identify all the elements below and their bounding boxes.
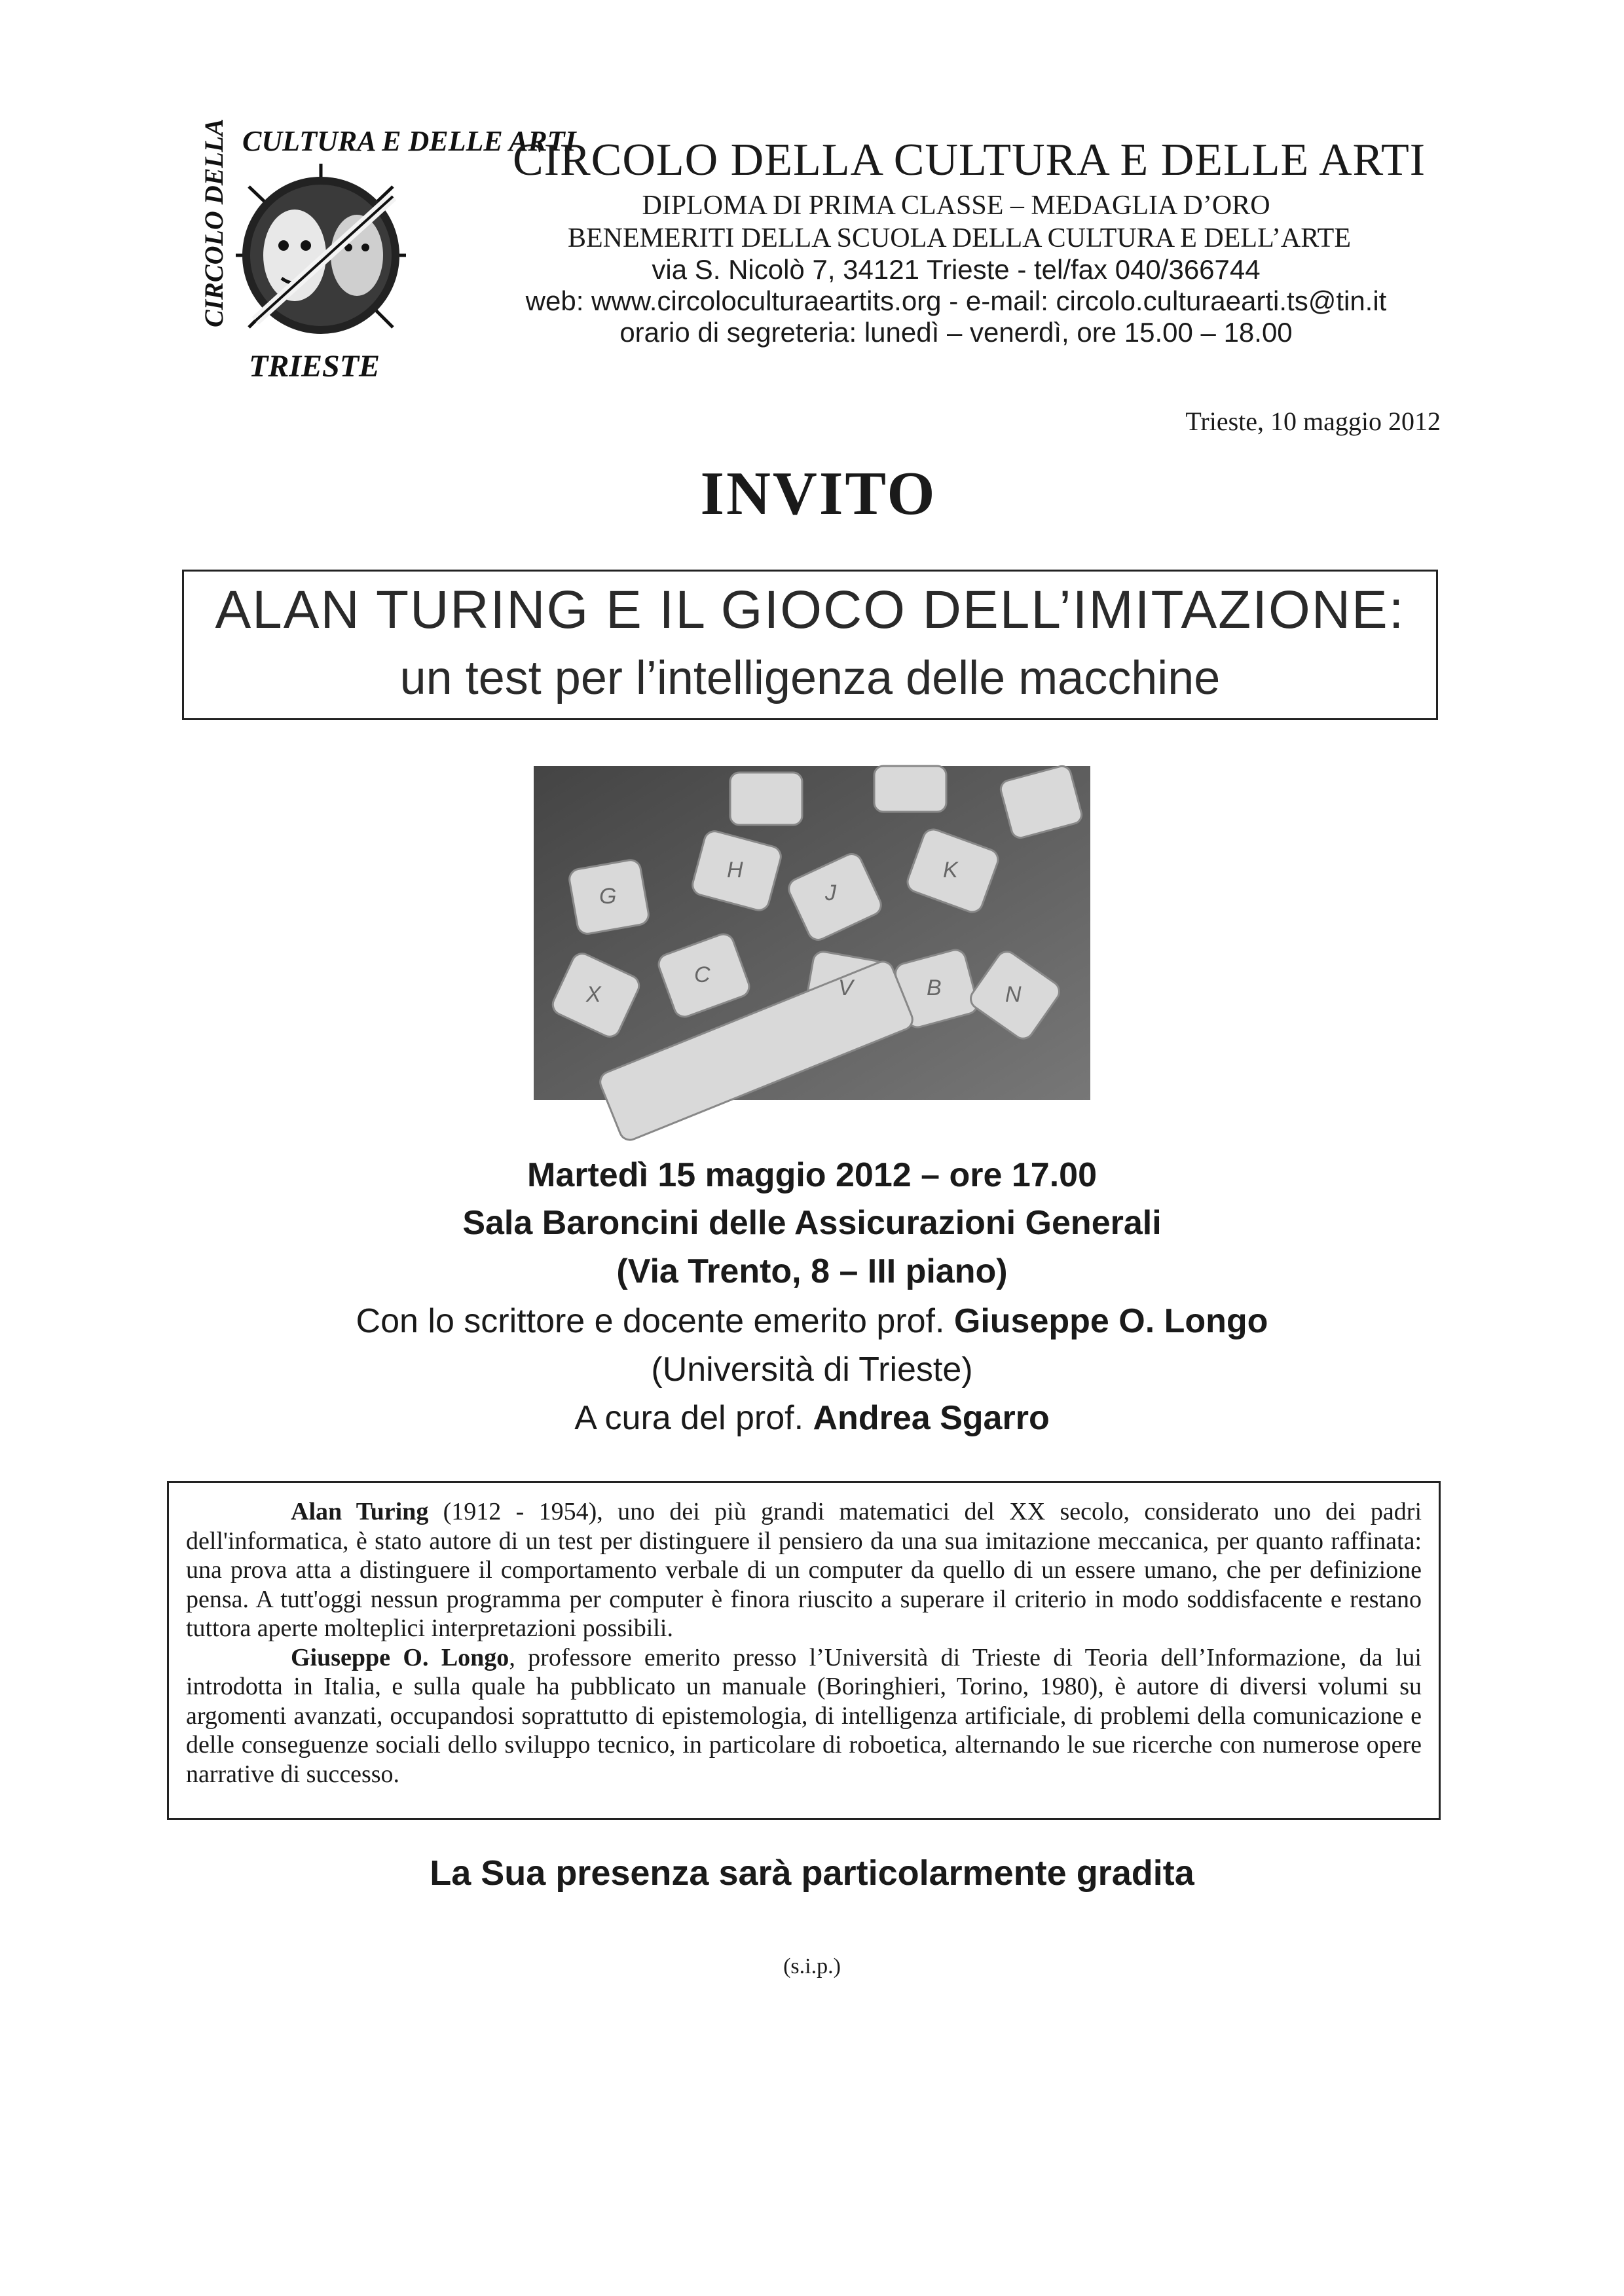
logo-text-left: CIRCOLO DELLA xyxy=(199,118,229,327)
bio-turing-name: Alan Turing xyxy=(291,1498,429,1525)
org-web-email: web: www.circoloculturaeartits.org - e-mail: circolo.culturaearti.ts@tin.it xyxy=(525,285,1387,316)
key-label: H xyxy=(727,858,743,883)
key-label: C xyxy=(694,962,710,987)
bio-longo-paragraph xyxy=(186,1643,1422,1789)
org-diploma-line: DIPLOMA DI PRIMA CLASSE – MEDAGLIA D’ORO xyxy=(642,191,1270,221)
logo-text-bottom: TRIESTE xyxy=(249,349,380,384)
key-label: X xyxy=(586,982,601,1007)
event-curator-prefix: A cura del prof. xyxy=(574,1399,804,1437)
org-name: CIRCOLO DELLA CULTURA E DELLE ARTI xyxy=(512,135,1426,185)
event-speaker-prefix: Con lo scrittore e docente emerito prof. xyxy=(356,1302,945,1340)
event-speaker-line xyxy=(196,1302,1428,1341)
org-office-hours: orario di segreteria: lunedì – venerdì, ore 15.00 – 18.00 xyxy=(619,317,1293,348)
bio-longo-name: Giuseppe O. Longo xyxy=(291,1643,509,1671)
event-venue: Sala Baroncini delle Assicurazioni Generali xyxy=(462,1204,1162,1242)
org-benemeriti-line: BENEMERITI DELLA SCUOLA DELLA CULTURA E DELL’ARTE xyxy=(568,223,1351,253)
key-label: G xyxy=(599,884,617,909)
bio-turing-paragraph xyxy=(186,1497,1422,1643)
key-label: N xyxy=(1005,982,1022,1007)
event-speaker-name: Giuseppe O. Longo xyxy=(953,1302,1268,1340)
closing-line: La Sua presenza sarà particolarmente gradita xyxy=(430,1853,1194,1893)
keyboard-keys-photo xyxy=(534,766,1090,1100)
org-address: via S. Nicolò 7, 34121 Trieste - tel/fax 040/366744 xyxy=(652,254,1261,285)
bio-turing-text: (1912 - 1954), uno dei più grandi matematici del XX secolo, considerato uno dei padri dell'informatica, è stato autore di un test per distinguere il pensiero da una sua imitazione meccanica, per quanto raffinata: una prova atta a distinguere il comportamento verbale di un computer da quello di un essere umano, che per definizione pensa. A tutt'oggi nessun programma per computer è finora riuscito a superare il criterio in modo soddisfacente e restano tuttora aperte molteplici interpretazioni possibili. xyxy=(186,1498,1422,1642)
invito-heading: INVITO xyxy=(700,460,937,528)
sip-note: (s.i.p.) xyxy=(783,1954,841,1978)
event-address: (Via Trento, 8 – III piano) xyxy=(616,1252,1008,1290)
key-label: K xyxy=(943,858,958,883)
event-date: Martedì 15 maggio 2012 – ore 17.00 xyxy=(527,1156,1097,1194)
event-curator-name: Andrea Sgarro xyxy=(813,1399,1050,1437)
title-subtitle: un test per l’intelligenza delle macchine xyxy=(399,652,1221,704)
key-label: J xyxy=(825,881,836,905)
bio-longo-text: , professore emerito presso l’Università di Trieste di Teoria dell’Informazione, da lui introdotta in Italia, e sulla quale ha pubblicato un manuale (Boringhieri, Torino, 1980), è autore di diversi volumi su argomenti avanzati, occupandosi soprattutto di epistemologia, di intelligenza artificiale, di problemi della comunicazione e delle conseguenze sociali dello sviluppo tecnico, in particolare di roboetica, alternando le sue ricerche con numerose opere narrative di successo. xyxy=(186,1643,1422,1788)
event-university: (Università di Trieste) xyxy=(651,1351,973,1389)
bio-box xyxy=(167,1481,1441,1820)
letter-date: Trieste, 10 maggio 2012 xyxy=(1185,407,1441,436)
key-label: B xyxy=(927,975,942,1000)
title-main: ALAN TURING E IL GIOCO DELL’IMITAZIONE: xyxy=(215,580,1405,640)
logo-text-top: CULTURA E DELLE ARTI xyxy=(242,125,576,157)
key-label: V xyxy=(838,975,853,1000)
circolo-logo xyxy=(196,118,576,386)
event-curator-line xyxy=(196,1398,1428,1438)
